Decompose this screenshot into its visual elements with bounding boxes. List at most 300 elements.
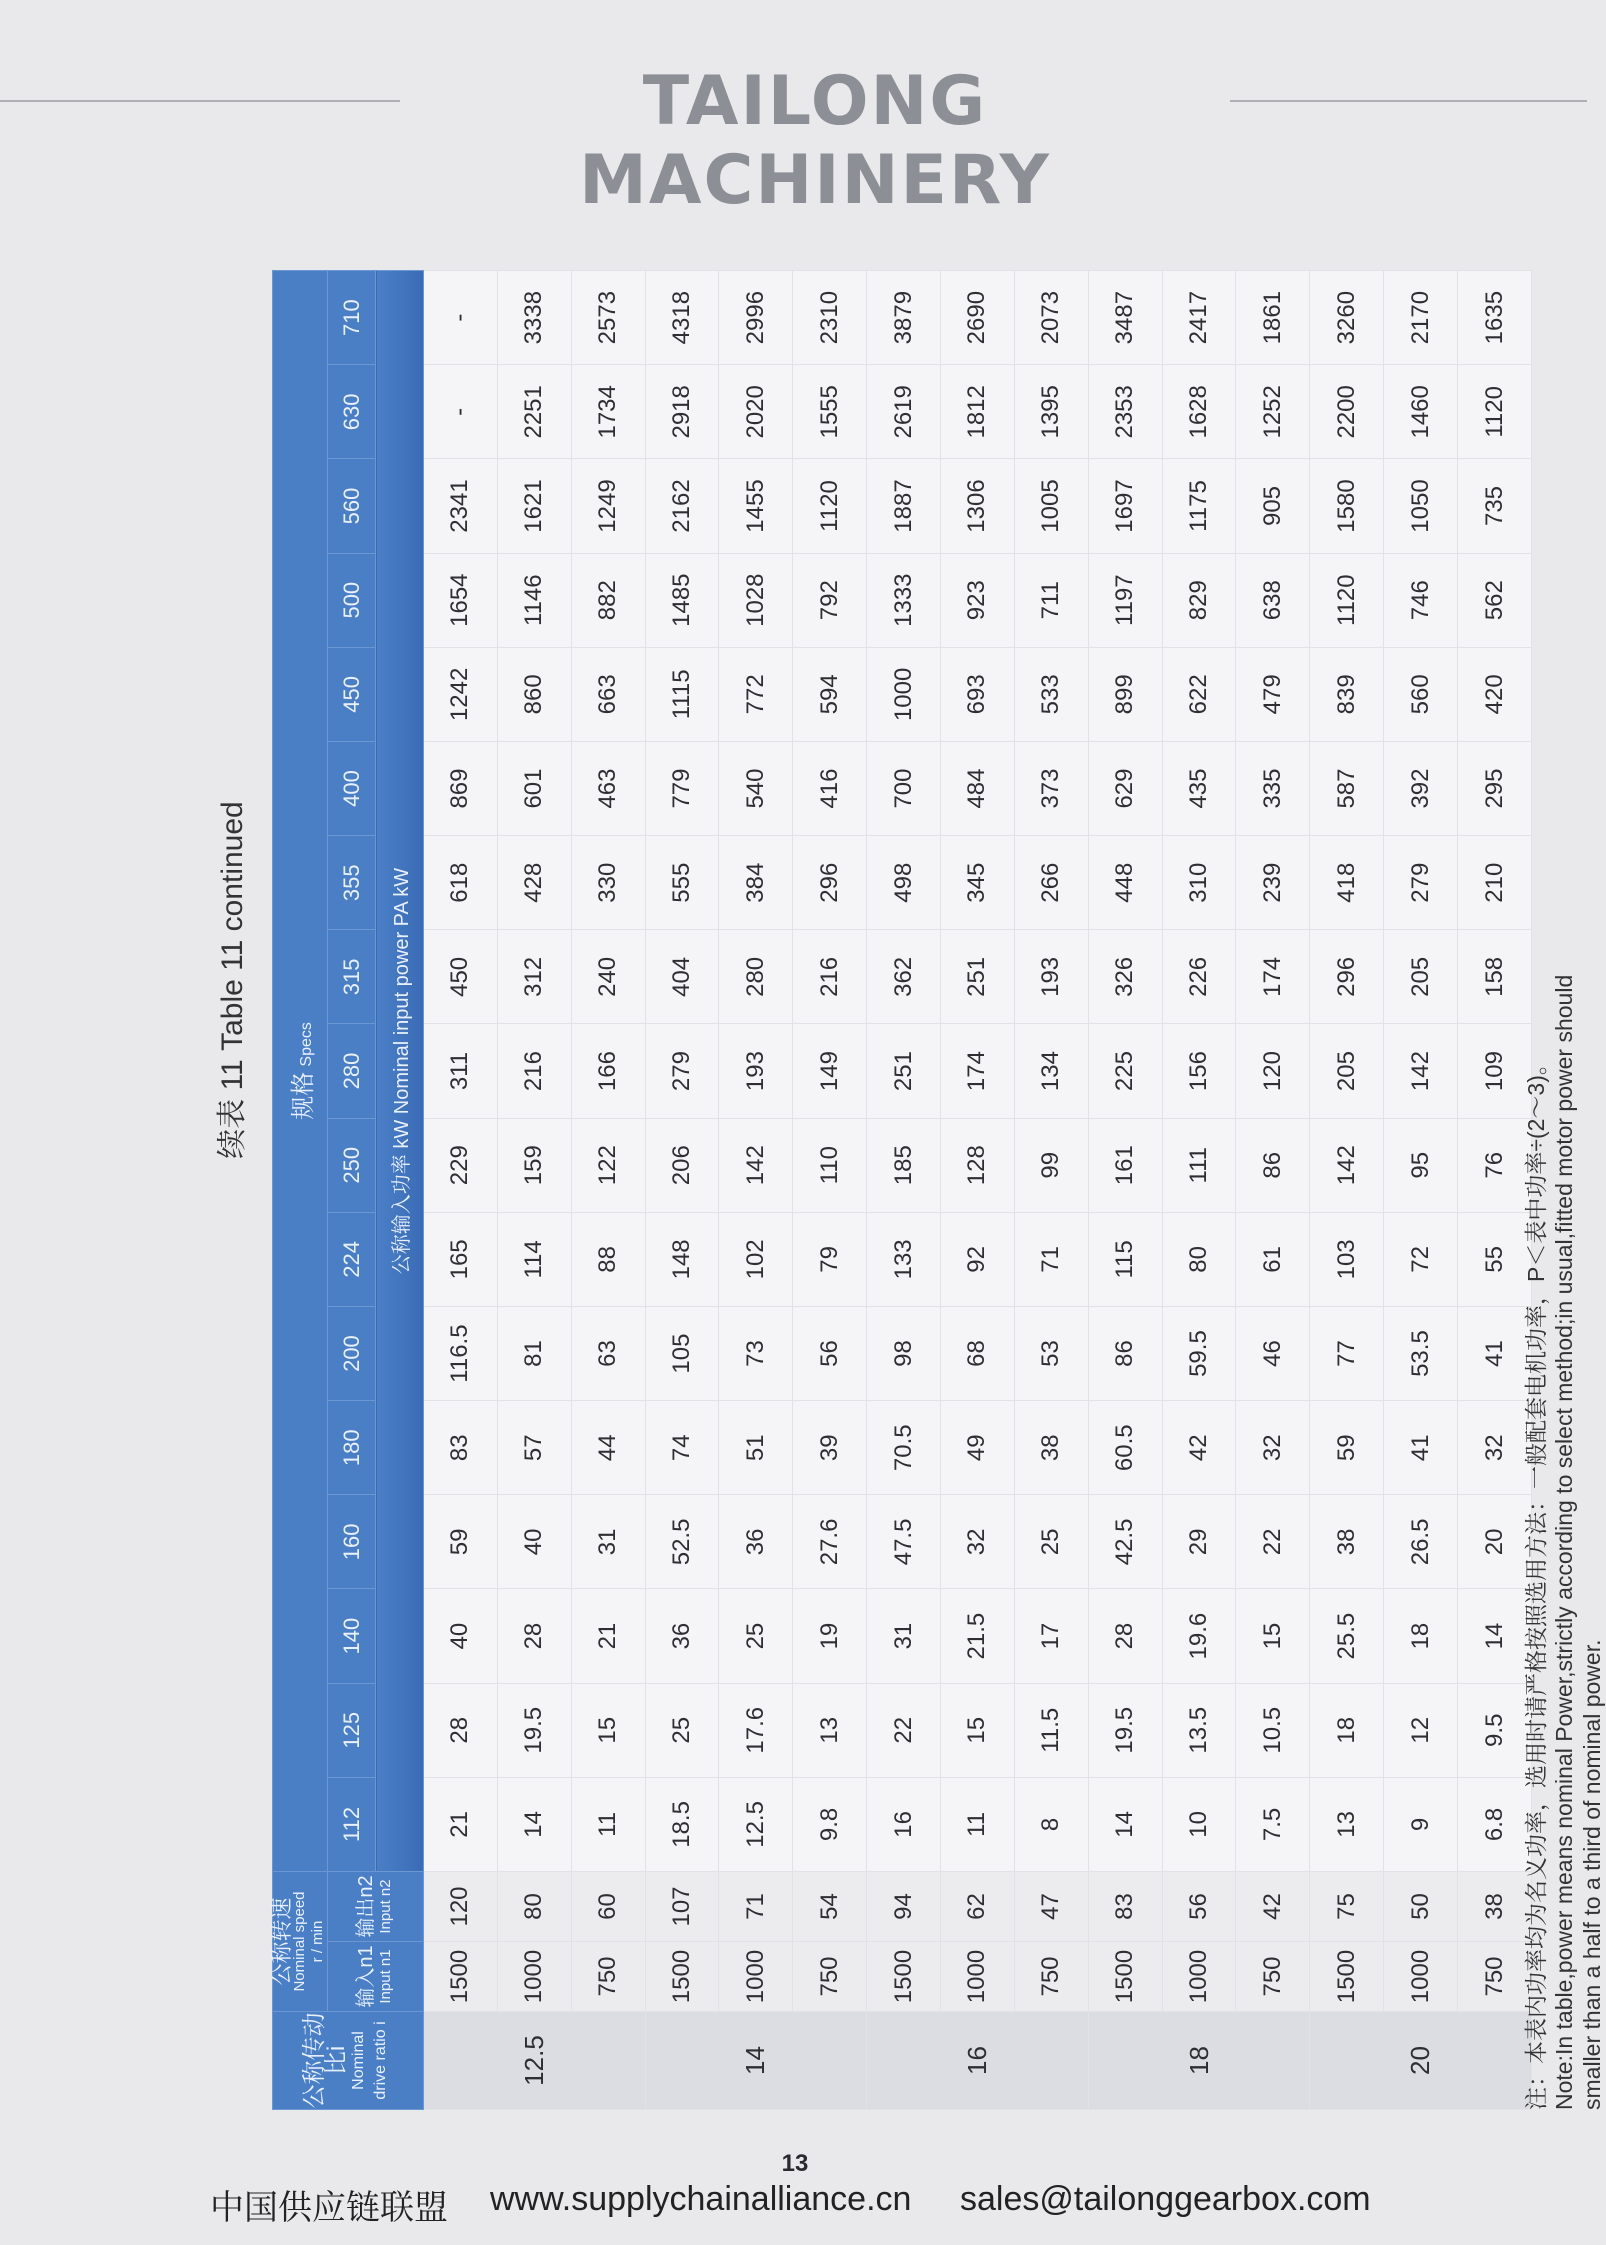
spec-header: 160 <box>328 1495 376 1589</box>
power-cell: 25 <box>719 1589 793 1683</box>
table-row <box>1458 271 1532 2110</box>
power-cell: 53.5 <box>1384 1306 1458 1400</box>
power-cell: 622 <box>1162 647 1236 741</box>
output-speed-cell: 54 <box>793 1872 867 1942</box>
power-cell: 83 <box>424 1401 498 1495</box>
power-cell: 9 <box>1384 1777 1458 1871</box>
output-speed-cell: 47 <box>1014 1872 1088 1942</box>
power-cell: 240 <box>571 930 645 1024</box>
power-cell: 362 <box>867 930 941 1024</box>
output-speed-cell: 80 <box>497 1872 571 1942</box>
power-cell: 55 <box>1458 1212 1532 1306</box>
power-cell: 792 <box>793 553 867 647</box>
power-cell: 32 <box>1236 1401 1310 1495</box>
output-speed-cell: 38 <box>1458 1872 1532 1942</box>
power-cell: 56 <box>793 1306 867 1400</box>
power-cell: 1734 <box>571 365 645 459</box>
power-cell: 899 <box>1088 647 1162 741</box>
power-cell: 663 <box>571 647 645 741</box>
power-cell: 296 <box>1310 930 1384 1024</box>
power-cell: 428 <box>497 836 571 930</box>
power-cell: 2918 <box>645 365 719 459</box>
footer-url[interactable]: www.supplychainalliance.cn <box>490 2180 912 2218</box>
footer-email[interactable]: sales@tailonggearbox.com <box>960 2180 1371 2218</box>
output-speed-cell: 62 <box>941 1872 1015 1942</box>
table-row <box>645 271 719 2110</box>
power-cell: 20 <box>1458 1495 1532 1589</box>
power-cell: 26.5 <box>1384 1495 1458 1589</box>
power-cell: 1197 <box>1088 553 1162 647</box>
power-cell: 105 <box>645 1306 719 1400</box>
power-cell: 251 <box>941 930 1015 1024</box>
power-cell: 498 <box>867 836 941 930</box>
power-cell: 1555 <box>793 365 867 459</box>
power-cell: 76 <box>1458 1118 1532 1212</box>
power-cell: 1175 <box>1162 459 1236 553</box>
power-cell: 2619 <box>867 365 941 459</box>
table-row <box>1014 271 1088 2110</box>
power-cell: 115 <box>1088 1212 1162 1306</box>
note-line-en-2: smaller than a half to a third of nominal power. <box>1579 1639 1605 2110</box>
power-cell: 435 <box>1162 741 1236 835</box>
power-cell: 11.5 <box>1014 1683 1088 1777</box>
power-cell: 345 <box>941 836 1015 930</box>
power-cell: 15 <box>571 1683 645 1777</box>
power-cell: 19.6 <box>1162 1589 1236 1683</box>
power-cell: 18.5 <box>645 1777 719 1871</box>
power-cell: 86 <box>1088 1306 1162 1400</box>
power-cell: 562 <box>1458 553 1532 647</box>
header-ratio: 公称传动比i Nominal drive ratio i <box>273 2012 424 2110</box>
power-cell: 1887 <box>867 459 941 553</box>
spec-header: 180 <box>328 1401 376 1495</box>
header-rule-right <box>1230 100 1587 102</box>
power-cell: 1455 <box>719 459 793 553</box>
power-cell: 81 <box>497 1306 571 1400</box>
power-cell: 416 <box>793 741 867 835</box>
power-cell: 280 <box>719 930 793 1024</box>
power-cell: 1580 <box>1310 459 1384 553</box>
output-speed-cell: 75 <box>1310 1872 1384 1942</box>
input-speed-cell: 1500 <box>1310 1942 1384 2012</box>
power-cell: 1395 <box>1014 365 1088 459</box>
power-cell: 239 <box>1236 836 1310 930</box>
power-cell: 1621 <box>497 459 571 553</box>
spec-header: 125 <box>328 1683 376 1777</box>
power-cell: 14 <box>1458 1589 1532 1683</box>
power-cell: 266 <box>1014 836 1088 930</box>
power-cell: 1628 <box>1162 365 1236 459</box>
footer-alliance: 中国供应链联盟 <box>210 2189 448 2227</box>
power-cell: 594 <box>793 647 867 741</box>
table-notes <box>1522 270 1606 2110</box>
spec-header: 630 <box>328 365 376 459</box>
spec-header: 315 <box>328 930 376 1024</box>
power-cell: 77 <box>1310 1306 1384 1400</box>
power-cell: 587 <box>1310 741 1384 835</box>
power-cell: 450 <box>424 930 498 1024</box>
power-cell: 2162 <box>645 459 719 553</box>
header-power-label: 公称输入功率 kW Nominal input power PA kW <box>376 271 424 1872</box>
output-speed-cell: 94 <box>867 1872 941 1942</box>
output-speed-cell: 60 <box>571 1872 645 1942</box>
power-cell: 102 <box>719 1212 793 1306</box>
power-cell: 142 <box>1384 1024 1458 1118</box>
power-cell: 9.8 <box>793 1777 867 1871</box>
power-cell: 40 <box>497 1495 571 1589</box>
power-cell: 9.5 <box>1458 1683 1532 1777</box>
table-row <box>1384 271 1458 2110</box>
power-cell: 601 <box>497 741 571 835</box>
power-cell: 839 <box>1310 647 1384 741</box>
header-speed: 公称转速 Nominal speed r / min <box>273 1872 328 2012</box>
power-cell: 80 <box>1162 1212 1236 1306</box>
power-cell: 10 <box>1162 1777 1236 1871</box>
power-cell: 1460 <box>1384 365 1458 459</box>
table-row <box>941 271 1015 2110</box>
power-cell: 560 <box>1384 647 1458 741</box>
output-speed-cell: 107 <box>645 1872 719 1942</box>
note-line-cn: 注：本表内功率均为名义功率，选用时请严格按照选用方法：一般配套电机功率，P＜表中功率÷(2～3)。 <box>1523 1052 1549 2110</box>
ratio-cell: 14 <box>645 2012 867 2110</box>
power-cell: 860 <box>497 647 571 741</box>
power-cell: 99 <box>1014 1118 1088 1212</box>
power-cell: 735 <box>1458 459 1532 553</box>
power-cell: 149 <box>793 1024 867 1118</box>
power-cell: 779 <box>645 741 719 835</box>
spec-header: 112 <box>328 1777 376 1871</box>
power-cell: 22 <box>1236 1495 1310 1589</box>
power-cell: 36 <box>645 1589 719 1683</box>
spec-header: 560 <box>328 459 376 553</box>
power-cell: 148 <box>645 1212 719 1306</box>
power-cell: 923 <box>941 553 1015 647</box>
power-cell: 193 <box>719 1024 793 1118</box>
table-row <box>497 271 571 2110</box>
output-speed-cell: 42 <box>1236 1872 1310 1942</box>
input-speed-cell: 1500 <box>645 1942 719 2012</box>
power-cell: 618 <box>424 836 498 930</box>
power-cell: 28 <box>424 1683 498 1777</box>
power-cell: 3260 <box>1310 271 1384 365</box>
power-cell: 330 <box>571 836 645 930</box>
header-rule-left <box>0 100 400 102</box>
input-speed-cell: 750 <box>1014 1942 1088 2012</box>
power-cell: 74 <box>645 1401 719 1495</box>
input-speed-cell: 750 <box>793 1942 867 2012</box>
table-row <box>1162 271 1236 2110</box>
power-cell: 8 <box>1014 1777 1088 1871</box>
power-cell: 1115 <box>645 647 719 741</box>
power-cell: 122 <box>571 1118 645 1212</box>
power-cell: 420 <box>1458 647 1532 741</box>
power-cell: 71 <box>1014 1212 1088 1306</box>
power-cell: 86 <box>1236 1118 1310 1212</box>
spec-header: 450 <box>328 647 376 741</box>
table-row <box>424 271 498 2110</box>
power-cell: 1000 <box>867 647 941 741</box>
input-speed-cell: 750 <box>571 1942 645 2012</box>
input-speed-cell: 1000 <box>1162 1942 1236 2012</box>
power-cell: 44 <box>571 1401 645 1495</box>
power-cell: 59 <box>424 1495 498 1589</box>
table-row <box>1088 271 1162 2110</box>
note-line-en-1: Note:In table,power means nominal Power,strictly according to select method;in usual,fitted motor power should <box>1551 974 1577 2110</box>
power-cell: 335 <box>1236 741 1310 835</box>
power-cell: 68 <box>941 1306 1015 1400</box>
power-cell: 1120 <box>793 459 867 553</box>
power-cell: 1812 <box>941 365 1015 459</box>
input-speed-cell: 750 <box>1236 1942 1310 2012</box>
power-cell: 57 <box>497 1401 571 1495</box>
header-input: 输入n1 Input n1 <box>328 1942 424 2012</box>
power-cell: 326 <box>1088 930 1162 1024</box>
power-cell: 156 <box>1162 1024 1236 1118</box>
power-cell: 17.6 <box>719 1683 793 1777</box>
power-cell: 28 <box>1088 1589 1162 1683</box>
power-cell: 22 <box>867 1683 941 1777</box>
power-cell: 3338 <box>497 271 571 365</box>
power-cell: 10.5 <box>1236 1683 1310 1777</box>
power-cell: 19.5 <box>497 1683 571 1777</box>
power-cell: 7.5 <box>1236 1777 1310 1871</box>
power-cell: 59.5 <box>1162 1306 1236 1400</box>
power-cell: 384 <box>719 836 793 930</box>
power-cell: 6.8 <box>1458 1777 1532 1871</box>
ratio-cell: 18 <box>1088 2012 1310 2110</box>
power-cell: 12 <box>1384 1683 1458 1777</box>
power-cell: 711 <box>1014 553 1088 647</box>
power-cell: 128 <box>941 1118 1015 1212</box>
spec-header: 140 <box>328 1589 376 1683</box>
power-cell: 72 <box>1384 1212 1458 1306</box>
power-cell: 41 <box>1384 1401 1458 1495</box>
power-cell: 32 <box>1458 1401 1532 1495</box>
power-cell: 418 <box>1310 836 1384 930</box>
power-cell: 103 <box>1310 1212 1384 1306</box>
table-row <box>571 271 645 2110</box>
power-cell: 555 <box>645 836 719 930</box>
power-cell: 229 <box>424 1118 498 1212</box>
power-cell: 114 <box>497 1212 571 1306</box>
power-cell: 120 <box>1236 1024 1310 1118</box>
power-cell: - <box>424 365 498 459</box>
power-cell: 2251 <box>497 365 571 459</box>
output-speed-cell: 120 <box>424 1872 498 1942</box>
input-speed-cell: 750 <box>1458 1942 1532 2012</box>
power-cell: 31 <box>867 1589 941 1683</box>
power-cell: 19.5 <box>1088 1683 1162 1777</box>
output-speed-cell: 83 <box>1088 1872 1162 1942</box>
power-cell: 13 <box>793 1683 867 1777</box>
power-cell: 38 <box>1014 1401 1088 1495</box>
power-cell: 2200 <box>1310 365 1384 459</box>
spec-header: 280 <box>328 1024 376 1118</box>
power-cell: 41 <box>1458 1306 1532 1400</box>
power-cell: 206 <box>645 1118 719 1212</box>
table-row <box>867 271 941 2110</box>
power-cell: 174 <box>1236 930 1310 1024</box>
power-cell: 165 <box>424 1212 498 1306</box>
power-cell: 185 <box>867 1118 941 1212</box>
power-cell: 133 <box>867 1212 941 1306</box>
power-cell: 4318 <box>645 271 719 365</box>
power-cell: 905 <box>1236 459 1310 553</box>
power-cell: 205 <box>1310 1024 1384 1118</box>
power-cell: 1306 <box>941 459 1015 553</box>
power-cell: 1333 <box>867 553 941 647</box>
power-cell: 310 <box>1162 836 1236 930</box>
input-speed-cell: 1500 <box>1088 1942 1162 2012</box>
power-cell: 27.6 <box>793 1495 867 1589</box>
spec-header: 250 <box>328 1118 376 1212</box>
power-cell: 463 <box>571 741 645 835</box>
power-cell: 225 <box>1088 1024 1162 1118</box>
power-cell: 1028 <box>719 553 793 647</box>
power-cell: 295 <box>1458 741 1532 835</box>
power-cell: 38 <box>1310 1495 1384 1589</box>
spec-header: 710 <box>328 271 376 365</box>
power-cell: 479 <box>1236 647 1310 741</box>
power-cell: 279 <box>1384 836 1458 930</box>
power-cell: 92 <box>941 1212 1015 1306</box>
power-cell: 16 <box>867 1777 941 1871</box>
power-cell: 14 <box>497 1777 571 1871</box>
power-cell: 533 <box>1014 647 1088 741</box>
power-cell: 205 <box>1384 930 1458 1024</box>
power-cell: 392 <box>1384 741 1458 835</box>
power-cell: 1861 <box>1236 271 1310 365</box>
input-speed-cell: 1500 <box>867 1942 941 2012</box>
power-cell: 882 <box>571 553 645 647</box>
table-row <box>793 271 867 2110</box>
power-cell: 2170 <box>1384 271 1458 365</box>
power-cell: 251 <box>867 1024 941 1118</box>
power-cell: 161 <box>1088 1118 1162 1212</box>
power-cell: - <box>424 271 498 365</box>
spec-power-table <box>269 270 1532 2110</box>
power-cell: 28 <box>497 1589 571 1683</box>
power-cell: 1242 <box>424 647 498 741</box>
power-cell: 193 <box>1014 930 1088 1024</box>
power-cell: 311 <box>424 1024 498 1118</box>
power-cell: 216 <box>793 930 867 1024</box>
power-cell: 42 <box>1162 1401 1236 1495</box>
power-cell: 296 <box>793 836 867 930</box>
power-cell: 25.5 <box>1310 1589 1384 1683</box>
power-cell: 32 <box>941 1495 1015 1589</box>
power-cell: 142 <box>1310 1118 1384 1212</box>
power-cell: 159 <box>497 1118 571 1212</box>
input-speed-cell: 1500 <box>424 1942 498 2012</box>
power-cell: 700 <box>867 741 941 835</box>
power-cell: 88 <box>571 1212 645 1306</box>
power-cell: 25 <box>1014 1495 1088 1589</box>
output-speed-cell: 50 <box>1384 1872 1458 1942</box>
power-cell: 2341 <box>424 459 498 553</box>
power-cell: 484 <box>941 741 1015 835</box>
power-cell: 25 <box>645 1683 719 1777</box>
power-cell: 40 <box>424 1589 498 1683</box>
power-cell: 3879 <box>867 271 941 365</box>
table-caption: 续表 11 Table 11 continued <box>216 801 249 1159</box>
power-cell: 19 <box>793 1589 867 1683</box>
power-cell: 70.5 <box>867 1401 941 1495</box>
power-cell: 174 <box>941 1024 1015 1118</box>
power-cell: 53 <box>1014 1306 1088 1400</box>
power-cell: 373 <box>1014 741 1088 835</box>
power-cell: 110 <box>793 1118 867 1212</box>
power-cell: 17 <box>1014 1589 1088 1683</box>
input-speed-cell: 1000 <box>1384 1942 1458 2012</box>
rotated-table-block <box>192 270 1605 2110</box>
power-cell: 1120 <box>1458 365 1532 459</box>
power-cell: 1120 <box>1310 553 1384 647</box>
power-cell: 47.5 <box>867 1495 941 1589</box>
power-cell: 693 <box>941 647 1015 741</box>
power-cell: 746 <box>1384 553 1458 647</box>
input-speed-cell: 1000 <box>497 1942 571 2012</box>
table-row <box>719 271 793 2110</box>
power-cell: 61 <box>1236 1212 1310 1306</box>
power-cell: 1485 <box>645 553 719 647</box>
power-cell: 1697 <box>1088 459 1162 553</box>
spec-header: 355 <box>328 836 376 930</box>
power-cell: 158 <box>1458 930 1532 1024</box>
power-cell: 60.5 <box>1088 1401 1162 1495</box>
ratio-cell: 12.5 <box>424 2012 646 2110</box>
power-cell: 1005 <box>1014 459 1088 553</box>
power-cell: 63 <box>571 1306 645 1400</box>
page-number: 13 <box>781 2150 809 2177</box>
power-cell: 14 <box>1088 1777 1162 1871</box>
power-cell: 2353 <box>1088 365 1162 459</box>
power-cell: 2310 <box>793 271 867 365</box>
power-cell: 51 <box>719 1401 793 1495</box>
power-cell: 540 <box>719 741 793 835</box>
spec-header: 200 <box>328 1306 376 1400</box>
power-cell: 21 <box>424 1777 498 1871</box>
power-cell: 1146 <box>497 553 571 647</box>
spec-header: 400 <box>328 741 376 835</box>
power-cell: 13 <box>1310 1777 1384 1871</box>
power-cell: 15 <box>941 1683 1015 1777</box>
power-cell: 3487 <box>1088 271 1162 365</box>
power-cell: 166 <box>571 1024 645 1118</box>
power-cell: 109 <box>1458 1024 1532 1118</box>
input-speed-cell: 1000 <box>941 1942 1015 2012</box>
power-cell: 142 <box>719 1118 793 1212</box>
power-cell: 2020 <box>719 365 793 459</box>
table-row <box>1310 271 1384 2110</box>
ratio-cell: 20 <box>1310 2012 1532 2110</box>
power-cell: 18 <box>1384 1589 1458 1683</box>
power-cell: 49 <box>941 1401 1015 1495</box>
power-cell: 11 <box>941 1777 1015 1871</box>
power-cell: 2417 <box>1162 271 1236 365</box>
power-cell: 18 <box>1310 1683 1384 1777</box>
power-cell: 312 <box>497 930 571 1024</box>
power-cell: 39 <box>793 1401 867 1495</box>
power-cell: 2573 <box>571 271 645 365</box>
power-cell: 134 <box>1014 1024 1088 1118</box>
input-speed-cell: 1000 <box>719 1942 793 2012</box>
power-cell: 216 <box>497 1024 571 1118</box>
power-cell: 404 <box>645 930 719 1024</box>
power-cell: 42.5 <box>1088 1495 1162 1589</box>
power-cell: 629 <box>1088 741 1162 835</box>
power-cell: 59 <box>1310 1401 1384 1495</box>
